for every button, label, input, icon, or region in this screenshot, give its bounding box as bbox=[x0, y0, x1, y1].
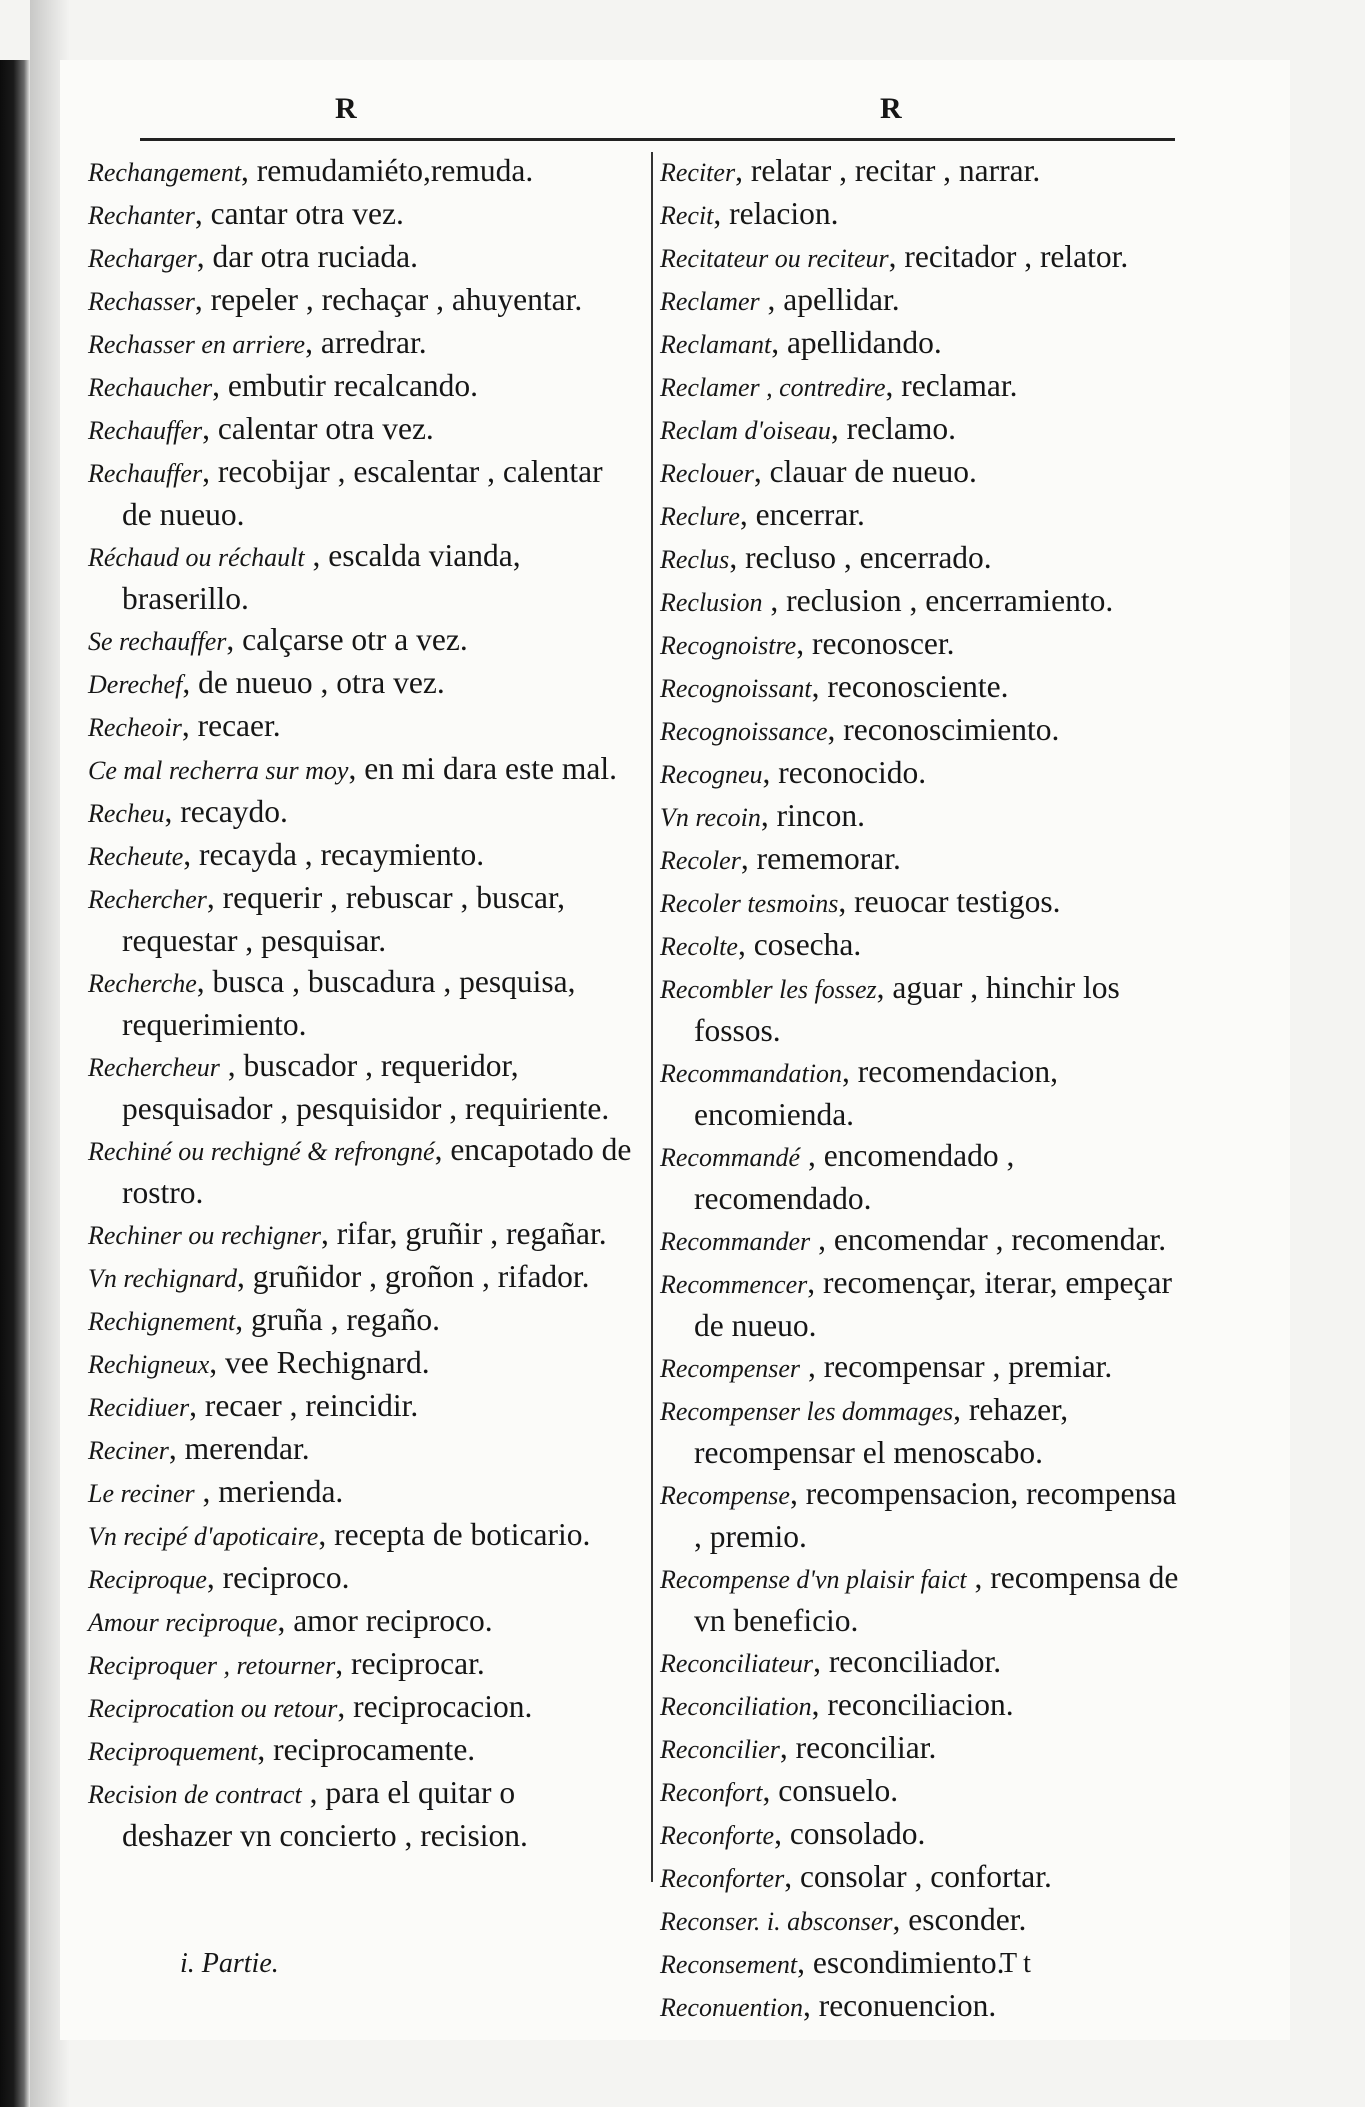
dictionary-entry bbox=[660, 1389, 1185, 1473]
entry-definition: , recaydo. bbox=[164, 794, 288, 829]
dictionary-entry bbox=[88, 1299, 633, 1342]
entry-definition: , reconciliador. bbox=[813, 1644, 1002, 1679]
entry-headword: Recompenser les dommages bbox=[660, 1397, 954, 1426]
entry-definition: , escalda vianda, braserillo. bbox=[122, 538, 521, 616]
column-divider bbox=[651, 152, 653, 1882]
running-head-right: R bbox=[880, 92, 902, 125]
entry-headword: Reclouer bbox=[660, 459, 754, 488]
entry-headword: Reclamer , contredire bbox=[660, 373, 886, 402]
dictionary-entry bbox=[660, 1262, 1185, 1346]
dictionary-entry bbox=[660, 1557, 1185, 1641]
dictionary-entry bbox=[660, 451, 1185, 494]
dictionary-entry bbox=[88, 1729, 633, 1772]
entry-definition: , relacion. bbox=[713, 196, 839, 231]
entry-headword: Rechasser bbox=[88, 287, 195, 316]
entry-headword: Recharger bbox=[88, 244, 197, 273]
entry-headword: Rechasser en arriere bbox=[88, 330, 306, 359]
dictionary-entry bbox=[660, 1219, 1185, 1262]
entry-headword: Recitateur ou reciteur bbox=[660, 244, 889, 273]
dictionary-entry bbox=[88, 961, 633, 1045]
entry-headword: Recogneu bbox=[660, 760, 763, 789]
dictionary-entry bbox=[88, 1643, 633, 1686]
entry-headword: Reconforte bbox=[660, 1821, 775, 1850]
entry-definition: , amor reciproco. bbox=[277, 1603, 493, 1638]
entry-headword: Rechanter bbox=[88, 201, 195, 230]
entry-definition: , reconocido. bbox=[762, 755, 927, 790]
entry-headword: Recommencer bbox=[660, 1270, 808, 1299]
dictionary-entry bbox=[88, 451, 633, 535]
dictionary-entry bbox=[660, 580, 1185, 623]
dictionary-entry bbox=[88, 1256, 633, 1299]
dictionary-entry bbox=[660, 365, 1185, 408]
entry-definition: , reconuencion. bbox=[802, 1988, 997, 2023]
dictionary-entry bbox=[88, 877, 633, 961]
entry-definition: , reconciliacion. bbox=[811, 1687, 1014, 1722]
entry-definition: , reuocar testigos. bbox=[838, 884, 1061, 919]
entry-definition: , rehazer, recompensar el menoscabo. bbox=[694, 1392, 1069, 1470]
dictionary-entry bbox=[88, 193, 633, 236]
entry-definition: , cosecha. bbox=[737, 927, 862, 962]
entry-definition: , recompensar , premiar. bbox=[800, 1349, 1113, 1384]
entry-definition: , escondimiento. bbox=[797, 1945, 1005, 1980]
entry-headword: Rechercheur bbox=[88, 1053, 220, 1082]
dictionary-entry bbox=[660, 322, 1185, 365]
dictionary-entry bbox=[88, 1471, 633, 1514]
dictionary-entry bbox=[88, 150, 633, 193]
entry-headword: Rechiner ou rechigner bbox=[88, 1221, 321, 1250]
entry-definition: , recomendacion, encomienda. bbox=[694, 1054, 1058, 1132]
dictionary-entry bbox=[88, 1129, 633, 1213]
entry-headword: Reclusion bbox=[660, 588, 763, 617]
dictionary-entry bbox=[660, 408, 1185, 451]
entry-headword: Recidiuer bbox=[88, 1393, 190, 1422]
dictionary-entry bbox=[88, 322, 633, 365]
entry-headword: Recognoistre bbox=[660, 631, 797, 660]
entry-definition: , repeler , rechaçar , ahuyentar. bbox=[194, 282, 583, 317]
dictionary-entry bbox=[88, 236, 633, 279]
entry-definition: , reconciliar. bbox=[779, 1730, 937, 1765]
entry-definition: , calçarse otr a vez. bbox=[226, 622, 468, 657]
entry-headword: Recit bbox=[660, 201, 714, 230]
dictionary-entry bbox=[88, 1213, 633, 1256]
entry-definition: , aguar , hinchir los fossos. bbox=[694, 970, 1120, 1048]
entry-definition: , apellidar. bbox=[759, 282, 900, 317]
entry-headword: Se rechauffer bbox=[88, 627, 227, 656]
entry-headword: Reclam d'oiseau bbox=[660, 416, 831, 445]
entry-definition: , calentar otra vez. bbox=[202, 411, 434, 446]
entry-headword: Ce mal recherra sur moy bbox=[88, 756, 349, 785]
entry-headword: Reconciliateur bbox=[660, 1649, 814, 1678]
dictionary-entry bbox=[660, 537, 1185, 580]
entry-definition: , reciproco. bbox=[206, 1560, 350, 1595]
entry-headword: Recombler les fossez bbox=[660, 975, 877, 1004]
entry-headword: Derechef bbox=[88, 670, 183, 699]
entry-definition: , reciprocar. bbox=[335, 1646, 485, 1681]
entry-headword: Reconforter bbox=[660, 1864, 785, 1893]
entry-definition: , busca , buscadura , pesquisa, requerimiento. bbox=[122, 964, 576, 1042]
entry-definition: , reciprocacion. bbox=[337, 1689, 533, 1724]
entry-definition: , rememorar. bbox=[740, 841, 901, 876]
dictionary-entry bbox=[88, 834, 633, 877]
entry-definition: , merienda. bbox=[194, 1474, 344, 1509]
entry-headword: Reciter bbox=[660, 158, 736, 187]
entry-headword: Recheoir bbox=[88, 713, 182, 742]
entry-headword: Reciprocation ou retour bbox=[88, 1694, 338, 1723]
entry-headword: Vn rechignard bbox=[88, 1264, 237, 1293]
entry-headword: Recognoissant bbox=[660, 674, 812, 703]
dictionary-entry bbox=[660, 1051, 1185, 1135]
entry-headword: Recompense bbox=[660, 1481, 790, 1510]
dictionary-entry bbox=[88, 662, 633, 705]
right-column bbox=[660, 150, 1185, 2028]
dictionary-entry bbox=[88, 1342, 633, 1385]
entry-definition: , encomendar , recomendar. bbox=[810, 1222, 1167, 1257]
entry-definition: , reconoscimiento. bbox=[827, 712, 1060, 747]
entry-definition: , recaer. bbox=[181, 708, 281, 743]
entry-headword: Reconsement bbox=[660, 1950, 798, 1979]
dictionary-entry bbox=[88, 748, 633, 791]
entry-headword: Recheu bbox=[88, 799, 165, 828]
entry-headword: Rechercher bbox=[88, 885, 207, 914]
dictionary-entry bbox=[88, 1514, 633, 1557]
dictionary-entry bbox=[660, 1641, 1185, 1684]
dictionary-entry bbox=[88, 408, 633, 451]
dictionary-entry bbox=[660, 1473, 1185, 1557]
dictionary-entry bbox=[660, 1346, 1185, 1389]
dictionary-entry bbox=[660, 881, 1185, 924]
entry-headword: Recommandé bbox=[660, 1143, 801, 1172]
entry-headword: Rechiné ou rechigné & refrongné bbox=[88, 1137, 435, 1166]
dictionary-entry bbox=[660, 494, 1185, 537]
dictionary-entry bbox=[88, 1428, 633, 1471]
entry-definition: , recepta de boticario. bbox=[318, 1517, 591, 1552]
entry-headword: Reclus bbox=[660, 545, 730, 574]
entry-headword: Reciproquer , retourner bbox=[88, 1651, 336, 1680]
dictionary-entry bbox=[660, 666, 1185, 709]
entry-definition: , buscador , requeridor, pesquisador , pesquisidor , requiriente. bbox=[122, 1048, 610, 1126]
dictionary-entry bbox=[88, 1772, 633, 1856]
entry-definition: , reclamar. bbox=[885, 368, 1018, 403]
entry-definition: , requerir , rebuscar , buscar, requestar , pesquisar. bbox=[122, 880, 566, 958]
entry-headword: Recompense d'vn plaisir faict bbox=[660, 1565, 967, 1594]
entry-headword: Rechangement bbox=[88, 158, 242, 187]
entry-definition: , encerrar. bbox=[739, 497, 865, 532]
entry-headword: Reconcilier bbox=[660, 1735, 780, 1764]
dictionary-entry bbox=[88, 365, 633, 408]
entry-headword: Reclamer bbox=[660, 287, 760, 316]
dictionary-entry bbox=[660, 1684, 1185, 1727]
entry-headword: Recheute bbox=[88, 842, 184, 871]
entry-definition: , recitador , relator. bbox=[888, 239, 1129, 274]
entry-headword: Reciner bbox=[88, 1436, 169, 1465]
entry-definition: , rincon. bbox=[760, 798, 865, 833]
entry-headword: Reconser. i. absconser bbox=[660, 1907, 893, 1936]
entry-definition: , recayda , recaymiento. bbox=[183, 837, 485, 872]
entry-definition: , recluso , encerrado. bbox=[729, 540, 992, 575]
entry-definition: , para el quitar o deshazer vn concierto , recision. bbox=[122, 1775, 528, 1853]
entry-definition: , gruña , regaño. bbox=[235, 1302, 440, 1337]
entry-headword: Réchaud ou réchault bbox=[88, 543, 305, 572]
dictionary-entry bbox=[88, 1600, 633, 1643]
dictionary-entry bbox=[88, 1045, 633, 1129]
entry-definition: , arredrar. bbox=[305, 325, 427, 360]
entry-headword: Recommander bbox=[660, 1227, 811, 1256]
header-rule bbox=[140, 138, 1175, 141]
entry-headword: Recoler tesmoins bbox=[660, 889, 839, 918]
entry-definition: , reciprocamente. bbox=[257, 1732, 476, 1767]
dictionary-entry bbox=[660, 795, 1185, 838]
dictionary-entry bbox=[660, 838, 1185, 881]
entry-headword: Rechauffer bbox=[88, 459, 203, 488]
entry-definition: , relatar , recitar , narrar. bbox=[735, 153, 1041, 188]
dictionary-entry bbox=[660, 1985, 1185, 2028]
entry-headword: Recolte bbox=[660, 932, 738, 961]
entry-headword: Reconfort bbox=[660, 1778, 763, 1807]
dictionary-entry bbox=[660, 752, 1185, 795]
dictionary-entry bbox=[88, 705, 633, 748]
signature-mark: i. Partie. bbox=[180, 1948, 279, 1979]
dictionary-entry bbox=[660, 1770, 1185, 1813]
entry-definition: , recobijar , escalentar , calentar de nueuo. bbox=[122, 454, 603, 532]
dictionary-entry bbox=[660, 924, 1185, 967]
dictionary-entry bbox=[660, 1856, 1185, 1899]
dictionary-entry bbox=[660, 279, 1185, 322]
entry-definition: , merendar. bbox=[168, 1431, 310, 1466]
dictionary-entry bbox=[88, 1385, 633, 1428]
entry-definition: , rifar, gruñir , regañar. bbox=[320, 1216, 607, 1251]
entry-definition: , embutir recalcando. bbox=[212, 368, 479, 403]
dictionary-entry bbox=[660, 236, 1185, 279]
dictionary-entry bbox=[660, 1942, 1185, 1985]
entry-headword: Amour reciproque bbox=[88, 1608, 278, 1637]
dictionary-entry bbox=[660, 1135, 1185, 1219]
entry-definition: , vee Rechignard. bbox=[209, 1345, 430, 1380]
entry-definition: , recompensacion, recompensa , premio. bbox=[694, 1476, 1177, 1554]
dictionary-entry bbox=[660, 150, 1185, 193]
entry-headword: Reclamant bbox=[660, 330, 772, 359]
dictionary-entry bbox=[660, 1727, 1185, 1770]
book-binding-edge bbox=[0, 60, 30, 2107]
entry-headword: Rechauffer bbox=[88, 416, 203, 445]
entry-headword: Reconciliation bbox=[660, 1692, 812, 1721]
entry-headword: Recompenser bbox=[660, 1354, 801, 1383]
dictionary-entry bbox=[660, 709, 1185, 752]
entry-definition: , reclusion , encerramiento. bbox=[762, 583, 1114, 618]
entry-definition: , clauar de nueuo. bbox=[753, 454, 977, 489]
entry-headword: Reciproque bbox=[88, 1565, 207, 1594]
entry-definition: , de nueuo , otra vez. bbox=[182, 665, 445, 700]
dictionary-entry bbox=[88, 1686, 633, 1729]
dictionary-entry bbox=[88, 619, 633, 662]
entry-headword: Rechaucher bbox=[88, 373, 213, 402]
left-column bbox=[88, 150, 633, 1856]
entry-definition: , dar otra ruciada. bbox=[196, 239, 419, 274]
dictionary-entry bbox=[660, 193, 1185, 236]
entry-definition: , cantar otra vez. bbox=[194, 196, 404, 231]
entry-headword: Le reciner bbox=[88, 1479, 195, 1508]
running-head-left: R bbox=[335, 92, 357, 125]
dictionary-entry bbox=[660, 623, 1185, 666]
entry-headword: Vn recoin bbox=[660, 803, 761, 832]
entry-headword: Recommandation bbox=[660, 1059, 842, 1088]
entry-definition: , recomençar, iterar, empeçar de nueuo. bbox=[694, 1265, 1172, 1343]
entry-definition: , reconosciente. bbox=[811, 669, 1009, 704]
entry-definition: , consuelo. bbox=[762, 1773, 899, 1808]
entry-headword: Recision de contract bbox=[88, 1780, 302, 1809]
entry-definition: , reconoscer. bbox=[796, 626, 955, 661]
dictionary-entry bbox=[88, 1557, 633, 1600]
entry-definition: , consolado. bbox=[774, 1816, 926, 1851]
catchword: Tt bbox=[1000, 1948, 1037, 1979]
entry-headword: Reciproquement bbox=[88, 1737, 258, 1766]
entry-definition: , esconder. bbox=[892, 1902, 1027, 1937]
entry-definition: , consolar , confortar. bbox=[784, 1859, 1052, 1894]
entry-definition: , recaer , reincidir. bbox=[189, 1388, 419, 1423]
dictionary-entry bbox=[88, 535, 633, 619]
entry-definition: , recompensa de vn beneficio. bbox=[694, 1560, 1179, 1638]
entry-definition: , reclamo. bbox=[830, 411, 956, 446]
dictionary-entry bbox=[660, 1813, 1185, 1856]
entry-definition: , encomendado , recomendado. bbox=[694, 1138, 1015, 1216]
entry-headword: Rechignement bbox=[88, 1307, 236, 1336]
entry-definition: , gruñidor , groñon , rifador. bbox=[237, 1259, 590, 1294]
entry-headword: Rechigneux bbox=[88, 1350, 210, 1379]
entry-headword: Reconuention bbox=[660, 1993, 803, 2022]
dictionary-entry bbox=[660, 1899, 1185, 1942]
entry-definition: , en mi dara este mal. bbox=[348, 751, 617, 786]
dictionary-entry bbox=[88, 279, 633, 322]
entry-headword: Reclure bbox=[660, 502, 740, 531]
entry-headword: Recognoissance bbox=[660, 717, 828, 746]
entry-headword: Vn recipé d'apoticaire bbox=[88, 1522, 319, 1551]
entry-headword: Recherche bbox=[88, 969, 197, 998]
dictionary-entry bbox=[88, 791, 633, 834]
entry-headword: Recoler bbox=[660, 846, 741, 875]
entry-definition: , encapotado de rostro. bbox=[122, 1132, 632, 1210]
entry-definition: , remudamiéto,remuda. bbox=[241, 153, 534, 188]
dictionary-entry bbox=[660, 967, 1185, 1051]
entry-definition: , apellidando. bbox=[771, 325, 942, 360]
